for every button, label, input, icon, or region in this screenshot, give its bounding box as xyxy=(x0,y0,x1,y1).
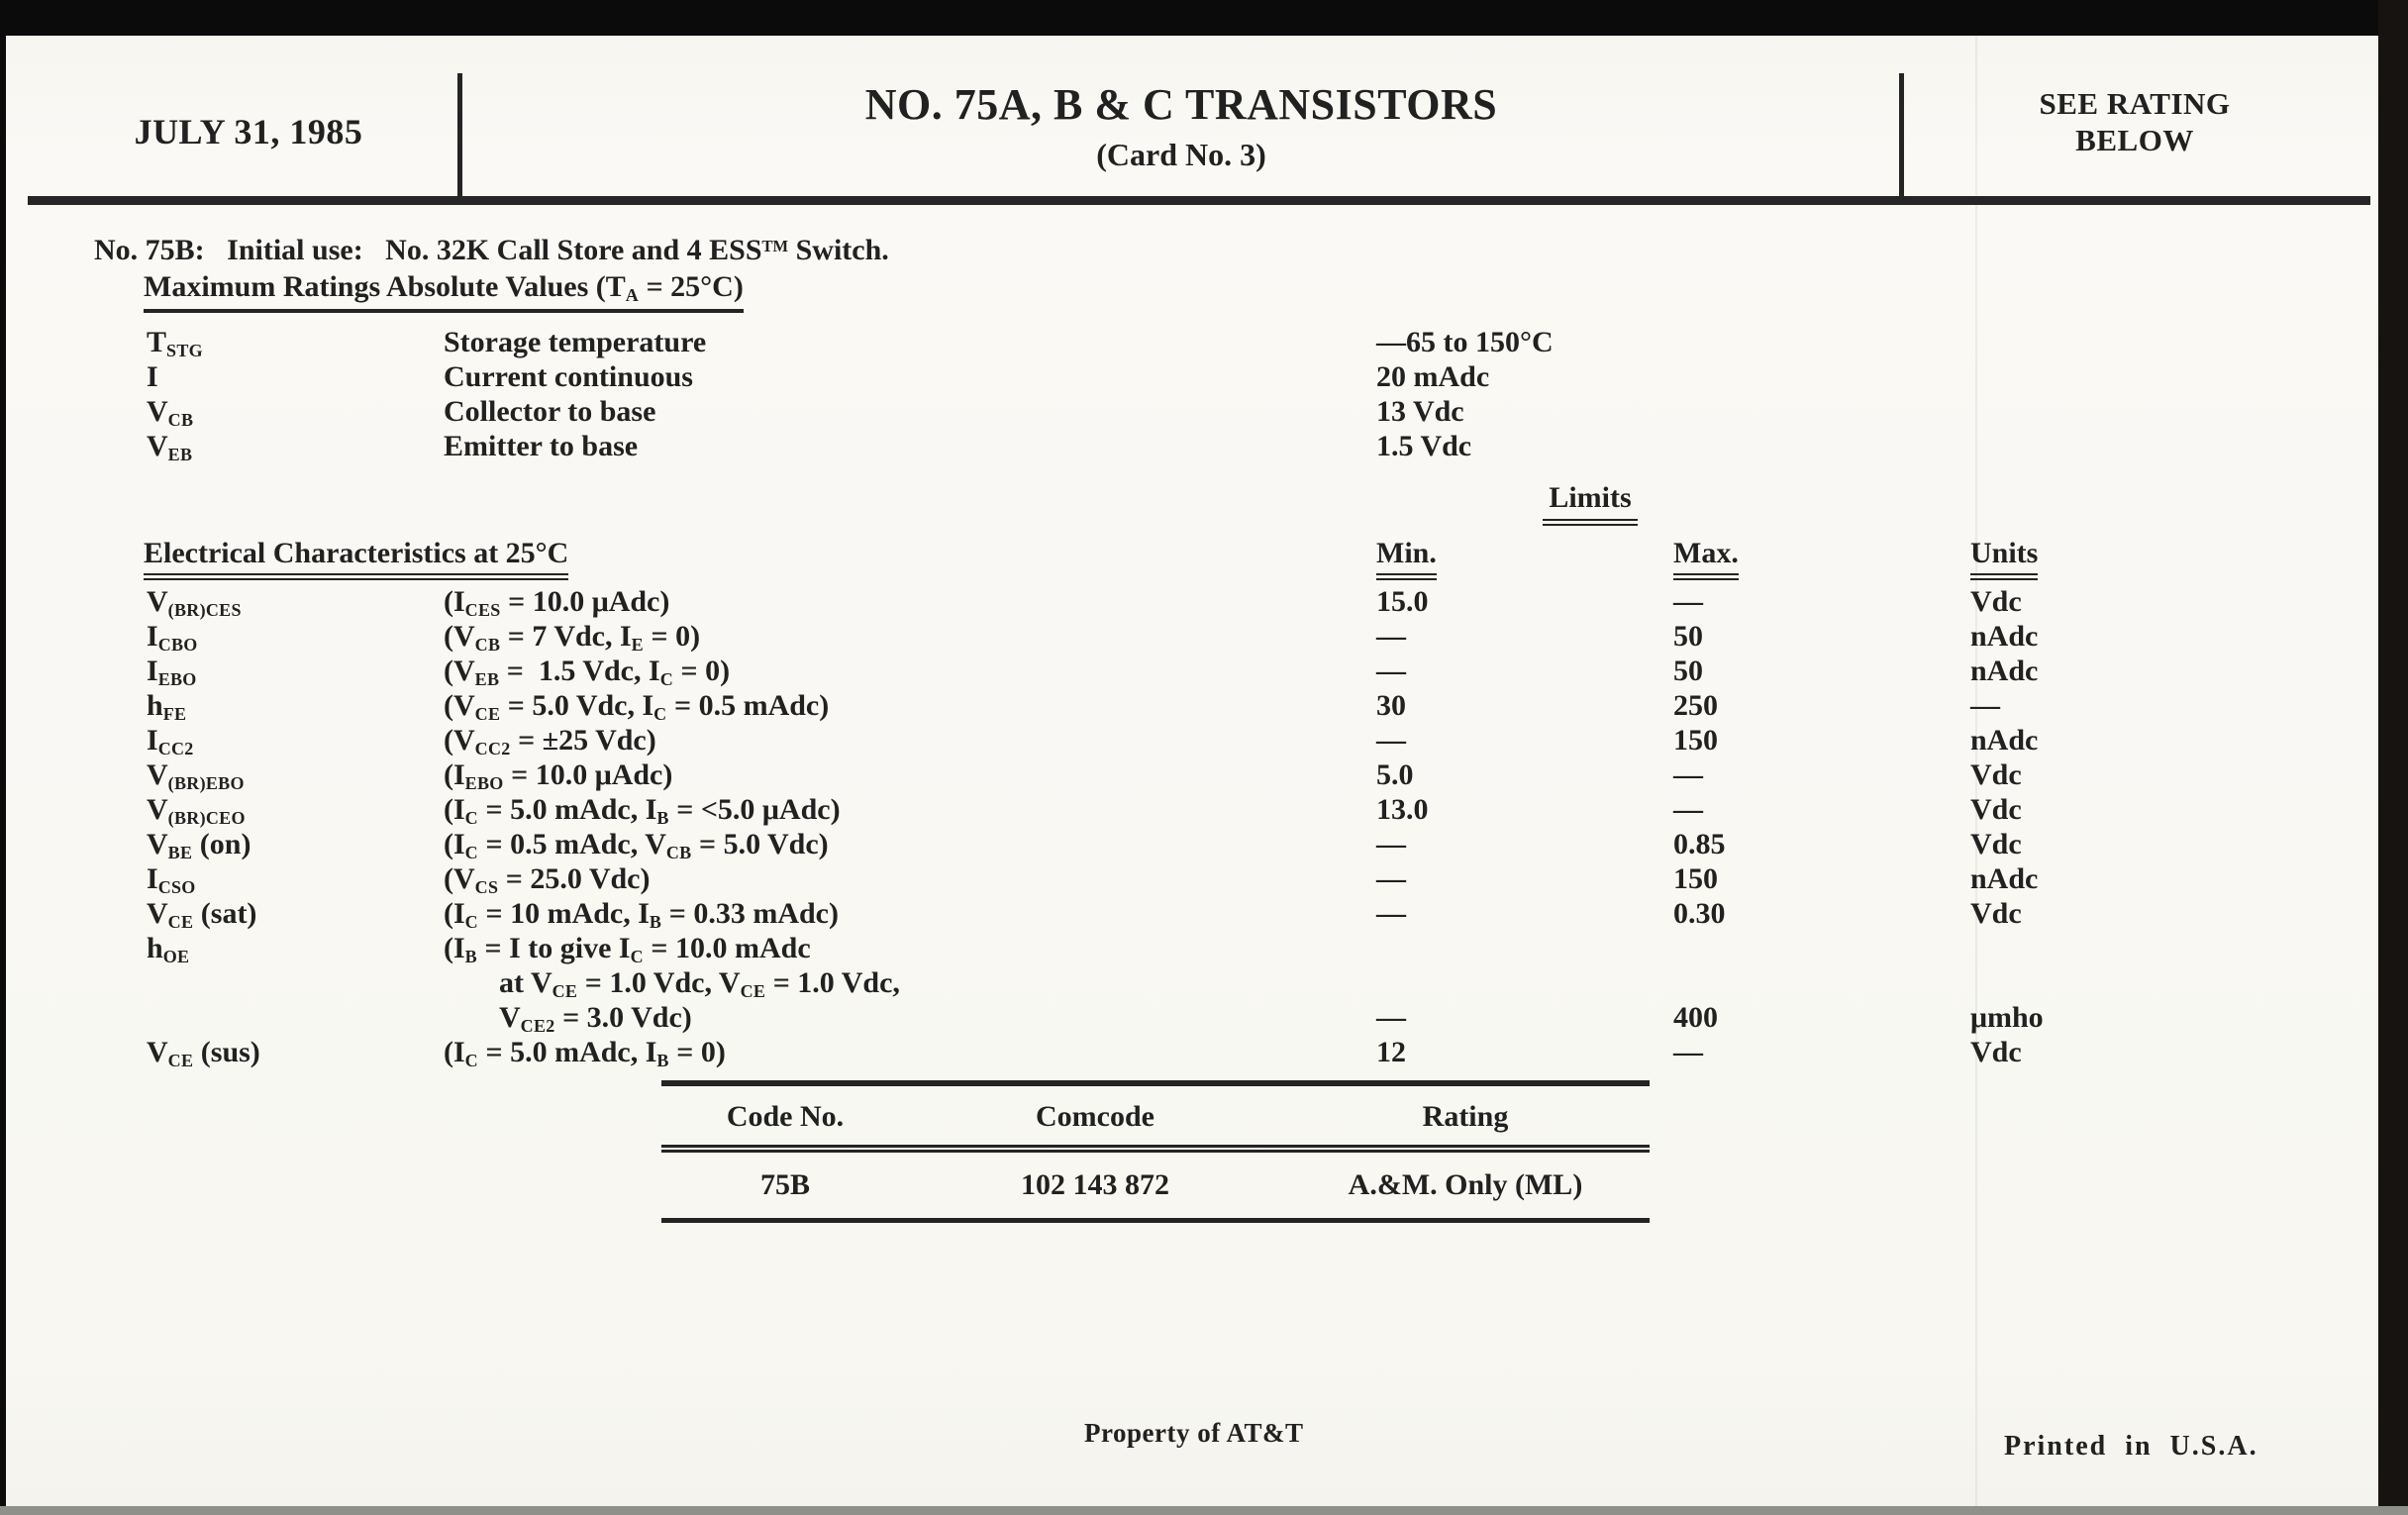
rating-description: Current continuous xyxy=(444,360,693,393)
characteristic-symbol: $V_{BE}$ (on) xyxy=(147,828,251,863)
code-table-header-row xyxy=(661,1086,1650,1153)
characteristic-symbol: $I_{CC2}$ xyxy=(147,724,194,759)
units-cell: μmho xyxy=(1970,1001,2044,1034)
page-title: NO. 75A, B & C TRANSISTORS xyxy=(864,80,1498,129)
characteristic-symbol: $I_{EBO}$ xyxy=(147,655,197,690)
card-page xyxy=(6,36,2378,1507)
rating-row xyxy=(147,359,2226,394)
max-ratings-table xyxy=(147,325,2226,463)
rating-symbol: I xyxy=(147,360,158,393)
max-cell: 250 xyxy=(1673,689,1718,722)
characteristic-symbol: $I_{CSO}$ xyxy=(147,862,196,898)
units-cell: nAdc xyxy=(1970,862,2039,895)
characteristic-row xyxy=(147,827,2355,861)
condition-cell: ($V_{CS} = 25.0$ Vdc) xyxy=(444,862,651,898)
max-ratings-heading: Maximum Ratings Absolute Values $(T_A = 25^\circ C)$ xyxy=(144,270,744,313)
scan-edge-bottom xyxy=(0,1506,2408,1515)
rating-description: Collector to base xyxy=(444,395,656,428)
units-cell: nAdc xyxy=(1970,655,2039,687)
condition-cell: ($I_C = 10$ mAdc, $I_B = 0.33$ mAdc) xyxy=(444,897,839,933)
min-cell: 5.0 xyxy=(1376,758,1414,791)
condition-cell: ($I_C = 5.0$ mAdc, $I_B = <5.0$ μAdc) xyxy=(444,793,841,829)
characteristic-symbol: $V_{CE}$ (sat) xyxy=(147,897,257,933)
min-cell: 30 xyxy=(1376,689,1406,722)
condition-cell: ($V_{CE} = 5.0$ Vdc, $I_C = 0.5$ mAdc) xyxy=(444,689,830,725)
max-cell: 50 xyxy=(1673,655,1703,687)
max-cell: — xyxy=(1673,758,1703,791)
units-cell: Vdc xyxy=(1970,1036,2022,1068)
col-header-min: Min. xyxy=(1376,537,1437,580)
initial-use-line: No. 75B: Initial use: No. 32K Call Store and 4 ESS™ Switch. xyxy=(94,234,889,266)
rating-description: Storage temperature xyxy=(444,326,707,358)
units-cell: Vdc xyxy=(1970,585,2022,618)
units-cell: Vdc xyxy=(1970,758,2022,791)
condition-cell: ($I_C = 5.0$ mAdc, $I_B = 0$) xyxy=(444,1036,726,1071)
rating-value: —65 to 150°C xyxy=(1376,326,1554,358)
units-cell: nAdc xyxy=(1970,724,2039,757)
rating-row xyxy=(147,394,2226,429)
condition-cell: ($V_{EB} = 1.5$ Vdc, $I_C = 0$) xyxy=(444,655,731,690)
rating-note xyxy=(1917,85,2353,158)
units-cell: nAdc xyxy=(1970,620,2039,653)
code-table-header: Code No. xyxy=(726,1100,845,1133)
rating-symbol: $V_{CB}$ xyxy=(147,395,194,431)
min-cell: — xyxy=(1376,655,1406,687)
code-table-cell: A.&M. Only (ML) xyxy=(1348,1168,1583,1201)
max-cell xyxy=(1673,965,1970,1000)
rating-note-line2: BELOW xyxy=(2075,123,2194,157)
characteristic-symbol: $V_{CE}$ (sus) xyxy=(147,1036,260,1071)
condition-cell: ($V_{CC2} = \pm 25$ Vdc) xyxy=(444,724,656,759)
header-rule xyxy=(28,196,2370,205)
min-cell: — xyxy=(1376,897,1406,930)
rating-row xyxy=(147,325,2226,359)
characteristic-row xyxy=(147,792,2355,827)
max-cell xyxy=(1673,931,1970,965)
characteristic-symbol xyxy=(147,1000,444,1035)
footer-printed: Printed in U.S.A. xyxy=(2004,1431,2258,1462)
rating-row xyxy=(147,429,2226,463)
characteristics-heading: Electrical Characteristics at 25°C xyxy=(144,537,568,580)
rating-symbol: $V_{EB}$ xyxy=(147,430,193,465)
rating-value: 13 Vdc xyxy=(1376,395,1464,428)
code-table-header: Rating xyxy=(1422,1100,1509,1133)
min-cell: 15.0 xyxy=(1376,585,1429,618)
characteristic-row xyxy=(147,619,2355,654)
min-cell xyxy=(1376,965,1673,1000)
col-header-max: Max. xyxy=(1673,537,1739,580)
characteristic-symbol: $h_{OE}$ xyxy=(147,932,190,967)
card-crease xyxy=(1975,36,1977,1507)
characteristic-symbol: $h_{FE}$ xyxy=(147,689,187,725)
characteristic-row xyxy=(147,584,2355,619)
condition-cell: ($I_C = 0.5$ mAdc, $V_{CB} = 5.0$ Vdc) xyxy=(444,828,829,863)
max-cell: — xyxy=(1673,1036,1703,1068)
condition-cell: ($I_{CES} = 10.0$ μAdc) xyxy=(444,585,670,621)
max-cell: 150 xyxy=(1673,724,1718,757)
characteristics-header xyxy=(6,537,2378,576)
rating-symbol: $T_{STG}$ xyxy=(147,326,203,361)
max-cell: 50 xyxy=(1673,620,1703,653)
characteristics-table xyxy=(147,584,2355,1069)
condition-cell: ($I_B = I$ to give $I_C = 10.0$ mAdc xyxy=(444,932,811,967)
code-table xyxy=(661,1080,1650,1223)
characteristic-row xyxy=(147,931,2355,965)
min-cell: 13.0 xyxy=(1376,793,1429,826)
characteristic-row xyxy=(147,723,2355,758)
page-subtitle: (Card No. 3) xyxy=(1096,137,1266,172)
characteristic-row xyxy=(147,758,2355,792)
condition-cell: at $V_{CE} = 1.0$ Vdc, $V_{CE} = 1.0$ Vdc, xyxy=(499,966,900,1002)
characteristic-row xyxy=(147,688,2355,723)
header-divider-right xyxy=(1899,73,1904,200)
max-cell: — xyxy=(1673,585,1703,618)
min-cell: — xyxy=(1376,620,1406,653)
max-cell: — xyxy=(1673,793,1703,826)
min-cell: — xyxy=(1376,828,1406,860)
col-header-units: Units xyxy=(1970,537,2038,580)
condition-cell: $V_{CE2} = 3.0$ Vdc) xyxy=(499,1001,692,1037)
characteristic-symbol xyxy=(147,965,444,1000)
max-cell: 0.30 xyxy=(1673,897,1726,930)
characteristic-symbol: $V_{(BR)EBO}$ xyxy=(147,758,245,794)
characteristic-row xyxy=(147,1000,2355,1035)
max-cell: 0.85 xyxy=(1673,828,1726,860)
scan-edge-right xyxy=(2378,0,2408,1515)
min-cell: — xyxy=(1376,724,1406,757)
min-cell xyxy=(1376,931,1673,965)
min-cell: 12 xyxy=(1376,1036,1406,1068)
characteristic-symbol: $V_{(BR)CEO}$ xyxy=(147,793,246,829)
limits-label: Limits xyxy=(1491,481,1689,526)
units-cell: Vdc xyxy=(1970,828,2022,860)
condition-cell: ($V_{CB} = 7$ Vdc, $I_E = 0$) xyxy=(444,620,701,656)
units-cell: — xyxy=(1970,689,2000,722)
characteristic-row xyxy=(147,965,2355,1000)
code-table-header: Comcode xyxy=(1036,1100,1154,1133)
min-cell: — xyxy=(1376,862,1406,895)
units-cell xyxy=(1970,965,2355,1000)
condition-cell: ($I_{EBO} = 10.0$ μAdc) xyxy=(444,758,673,794)
rating-value: 20 mAdc xyxy=(1376,360,1490,393)
min-cell: — xyxy=(1376,1001,1406,1034)
code-table-cell: 102 143 872 xyxy=(1021,1168,1169,1201)
characteristic-row xyxy=(147,654,2355,688)
characteristic-symbol: $I_{CBO}$ xyxy=(147,620,198,656)
characteristic-row xyxy=(147,896,2355,931)
max-cell: 150 xyxy=(1673,862,1718,895)
code-table-row xyxy=(661,1153,1650,1223)
rating-value: 1.5 Vdc xyxy=(1376,430,1472,462)
rating-note-line1: SEE RATING xyxy=(2039,86,2231,121)
units-cell: Vdc xyxy=(1970,897,2022,930)
code-table-cell: 75B xyxy=(759,1168,810,1201)
characteristic-symbol: $V_{(BR)CES}$ xyxy=(147,585,242,621)
header-divider-left xyxy=(457,73,462,200)
footer-property: Property of AT&T xyxy=(1084,1418,1304,1448)
rating-description: Emitter to base xyxy=(444,430,639,462)
characteristic-row xyxy=(147,1035,2355,1069)
characteristic-row xyxy=(147,861,2355,896)
header-date: JULY 31, 1985 xyxy=(134,112,363,152)
max-cell: 400 xyxy=(1673,1001,1718,1034)
units-cell: Vdc xyxy=(1970,793,2022,826)
units-cell xyxy=(1970,931,2355,965)
